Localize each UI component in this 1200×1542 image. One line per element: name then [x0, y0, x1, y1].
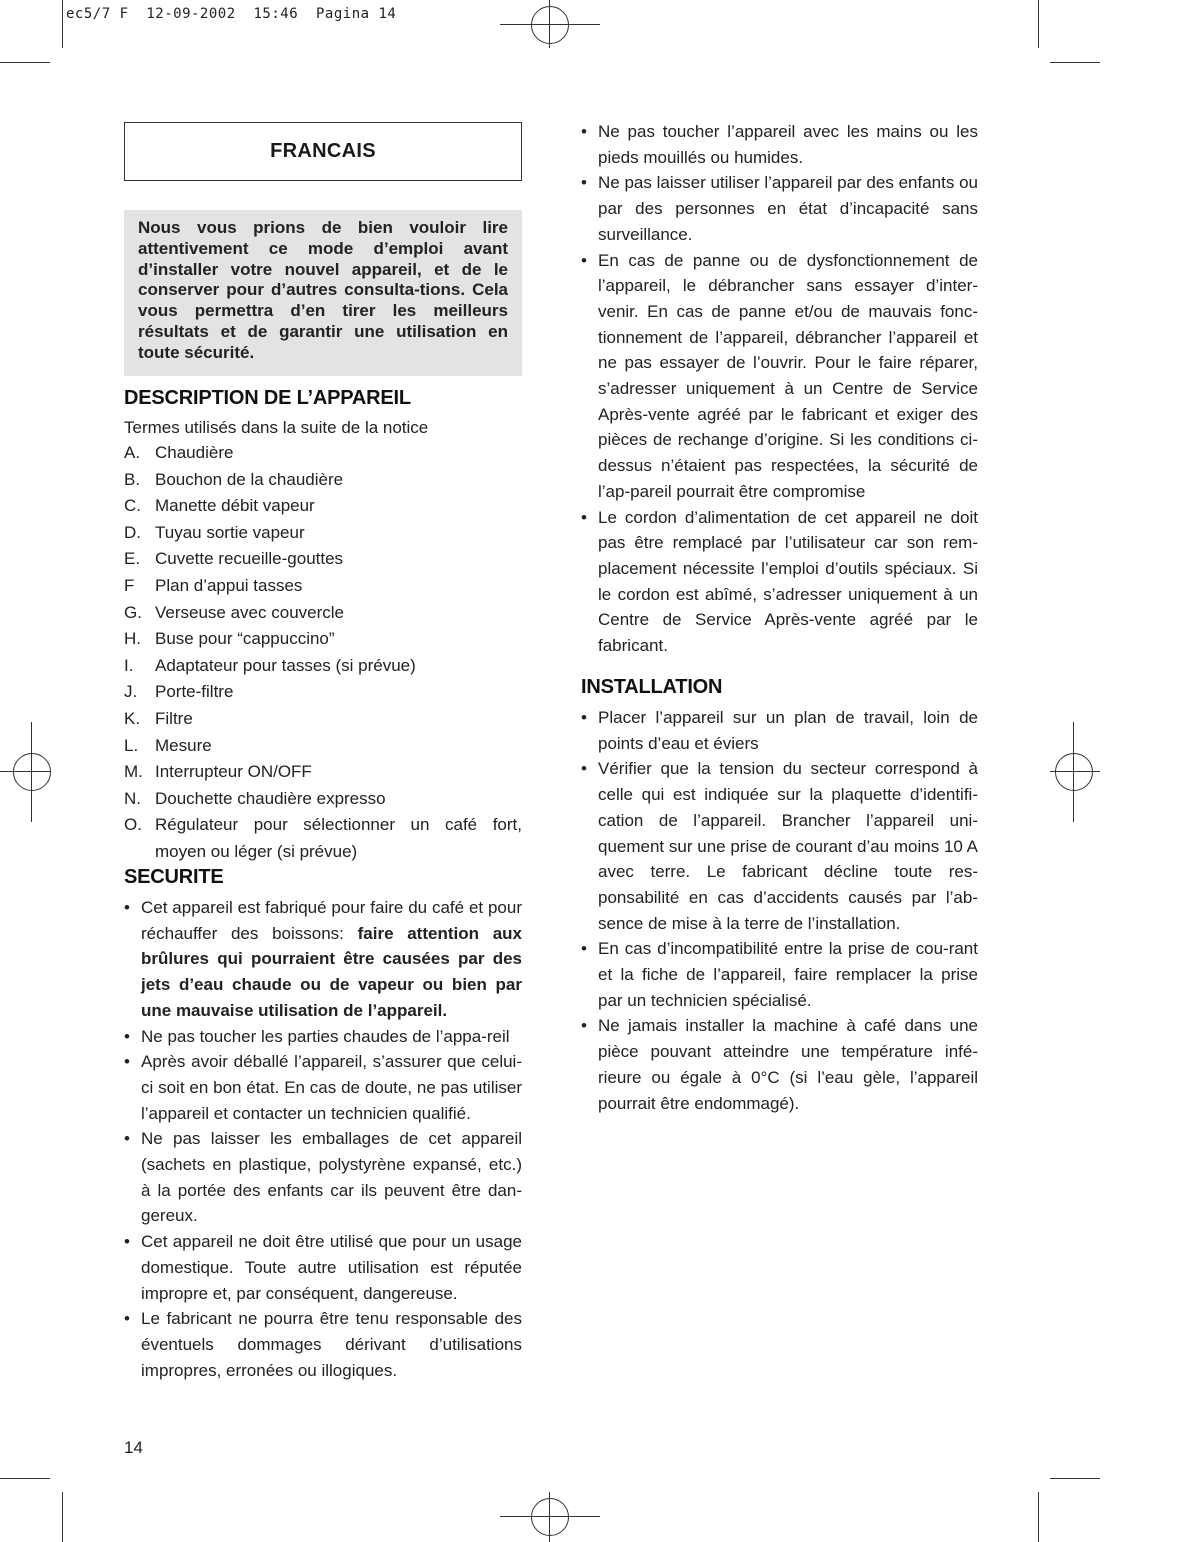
list-item [124, 467, 522, 494]
bullet-text: En cas de panne ou de dysfonctionnement de l’appareil, le débrancher sans essayer d’inter-venir. En cas de panne et/ou de mauvais fonc-tionnement de l’appareil, débrancher l’appareil et ne pas essayer de l’ouvrir. Pour le faire réparer, s’adresser uniquement à un Centre de Service Après-vente agréé par le fabricant et exiger des pièces de rechange d’origine. Si les conditions ci-dessus n’étaient pas respectées, la sécurité de l’ap-pareil pourrait être compromise [598, 250, 978, 501]
list-item: • Ne pas laisser les emballages de cet appareil (sachets en plastique, polystyrène expansé, etc.) à la portée des enfants car ils peuvent être dan-gereux. [124, 1126, 522, 1229]
list-item: • Ne pas laisser utiliser l’appareil par des enfants ou par des personnes en état d’incapacité sans surveillance. [581, 170, 978, 247]
securite-heading: SECURITE [124, 866, 224, 888]
bullet-text: Cet appareil est fabriqué pour faire du café et pour réchauffer des boissons: [141, 898, 522, 943]
list-item: • Ne jamais installer la machine à café dans une pièce pouvant atteindre une température infé-rieure ou égale à 0°C (si l’eau gèle, l’appareil pourrait être endommagé). [581, 1013, 978, 1116]
bullet-warning: faire attention aux brûlures qui pourraient être causées par des jets d’eau chaude ou de vapeur ou bien par une mauvaise utilisation de l’appareil. [141, 923, 523, 1020]
item-letter: C. [124, 496, 141, 516]
bullet-text: Ne pas toucher les parties chaudes de l’appa-reil [141, 1026, 510, 1046]
list-item [124, 600, 522, 627]
bullet-text: Ne pas toucher l’appareil avec les mains ou les pieds mouillés ou humides. [598, 122, 978, 167]
list-item [124, 493, 522, 520]
list-item [124, 440, 522, 467]
list-item: • Cet appareil est fabriqué pour faire du café et pour réchauffer des boissons: faire attention aux brûlures qui pourraient être causées par des jets d’eau chaude ou de vapeur ou bien par une mauvaise utilisation de l’appareil. [124, 898, 523, 1020]
bullet-text: Ne jamais installer la machine à café dans une pièce pouvant atteindre une température infé-rieure ou égale à 0°C (si l’eau gèle, l’appareil pourrait être endommagé). [598, 1016, 978, 1113]
list-item [124, 653, 522, 680]
item-text: Chaudière [155, 443, 234, 462]
item-letter: J. [124, 682, 138, 702]
intro-note: Nous vous prions de bien vouloir lire attentivement ce mode d’emploi avant d’installer votre nouvel appareil, et de le conserver pour d’autres consulta-tions. Cela vous permettra d’en tirer les meilleurs résultats et de garantir une utilisation en toute sécurité. [124, 210, 522, 376]
item-text: Interrupteur ON/OFF [155, 762, 312, 782]
item-text: Manette débit vapeur [155, 496, 315, 516]
item-letter: B. [124, 469, 141, 489]
language-label-text: FRANCAIS [270, 140, 376, 162]
item-letter: K. [124, 708, 141, 728]
list-item: • En cas de panne ou de dysfonctionnement de l’appareil, le débrancher sans essayer d’inter-venir. En cas de panne et/ou de mauvais fonc-tionnement de l’appareil, débrancher l’appareil et ne pas essayer de l’ouvrir. Pour le faire réparer, s’adresser uniquement à un Centre de Service Après-vente agréé par le fabricant et exiger des pièces de rechange d’origine. Si les conditions ci-dessus n’étaient pas respectées, la sécurité de l’ap-pareil pourrait être compromise [581, 248, 978, 505]
item-letter: O. [124, 815, 142, 835]
list-item [124, 573, 522, 600]
list-item: • Placer l’appareil sur un plan de travail, loin de points d’eau et éviers [581, 705, 978, 756]
item-letter: N. [124, 788, 141, 808]
bullet-text: Cet appareil ne doit être utilisé que pour un usage domestique. Toute autre utilisation est réputée impropre et, par conséquent, dangereuse. [141, 1232, 522, 1303]
list-item [124, 546, 522, 573]
item-letter: D. [124, 522, 141, 542]
securite-list-continued [581, 119, 978, 659]
item-text: Plan d’appui tasses [155, 575, 303, 595]
item-text: Tuyau sortie vapeur [155, 522, 305, 542]
description-subtitle: Termes utilisés dans la suite de la notice [124, 418, 429, 437]
list-item [124, 786, 522, 813]
installation-heading: INSTALLATION [581, 676, 723, 698]
list-item: • Le cordon d’alimentation de cet appareil ne doit pas être remplacé par l’utilisateur car son rem-placement nécessite l’emploi d’outils spéciaux. Si le cordon est abîmé, s’adresser uniquement à un Centre de Service Après-vente agréé par le fabricant. [581, 505, 978, 659]
item-letter: G. [124, 602, 142, 622]
list-item: • Après avoir déballé l’appareil, s’assurer que celui-ci soit en bon état. En cas de doute, ne pas utiliser l’appareil et contacter un technicien qualifié. [124, 1049, 522, 1126]
bullet-text: Le cordon d’alimentation de cet appareil ne doit pas être remplacé par l’utilisateur car son rem-placement nécessite l’emploi d’outils spéciaux. Si le cordon est abîmé, s’adresser uniquement à un Centre de Service Après-vente agréé par le fabricant. [598, 507, 978, 656]
bullet-text: En cas d’incompatibilité entre la prise de cou-rant et la fiche de l’appareil, faire remplacer la prise par un technicien spécialisé. [598, 939, 978, 1010]
list-item [124, 733, 522, 760]
description-heading: DESCRIPTION DE L’APPAREIL [124, 387, 411, 409]
item-text: Buse pour “cappuccino” [155, 629, 335, 649]
item-letter: H. [124, 629, 141, 649]
item-letter: M. [124, 762, 143, 782]
parts-list [124, 440, 522, 866]
page-number: 14 [124, 1438, 143, 1457]
item-text: Filtre [155, 708, 193, 728]
list-item [124, 812, 522, 865]
item-text: Cuvette recueille-gouttes [155, 549, 344, 569]
list-item: • Le fabricant ne pourra être tenu responsable des éventuels dommages dérivant d’utilisations impropres, erronées ou illogiques. [124, 1306, 522, 1383]
item-text: Douchette chaudière expresso [155, 788, 386, 808]
item-text: Régulateur pour sélectionner un café fort, moyen ou léger (si prévue) [155, 815, 522, 861]
bullet-text: Ne pas laisser utiliser l’appareil par des enfants ou par des personnes en état d’incapacité sans surveillance. [598, 173, 978, 244]
item-letter: E. [124, 549, 141, 569]
list-item [124, 520, 522, 547]
list-item [124, 706, 522, 733]
item-text: Porte-filtre [155, 682, 234, 702]
item-text: Mesure [155, 735, 212, 755]
installation-list [581, 705, 978, 1116]
item-text: Verseuse avec couvercle [155, 602, 344, 622]
item-letter: F [124, 575, 135, 595]
securite-list [124, 895, 522, 1383]
list-item [124, 759, 522, 786]
bullet-text: Ne pas laisser les emballages de cet appareil (sachets en plastique, polystyrène expansé, etc.) à la portée des enfants car ils peuvent être dan-gereux. [141, 1129, 522, 1226]
language-label [124, 122, 522, 181]
print-slug: ec5/7 F 12-09-2002 15:46 Pagina 14 [66, 6, 397, 22]
item-text: Bouchon de la chaudière [155, 469, 344, 489]
item-letter: A. [124, 443, 141, 462]
list-item [124, 626, 522, 653]
item-letter: I. [124, 655, 134, 675]
list-item: • Vérifier que la tension du secteur correspond à celle qui est indiquée sur la plaquette d’identifi-cation de l’appareil. Brancher l’appareil uni-quement sur une prise de courant d’au moins 10 A avec terre. Le fabricant décline toute res-ponsabilité en cas d’accidents causés par l’ab-sence de mise à la terre de l’installation. [581, 756, 978, 936]
bullet-text: Placer l’appareil sur un plan de travail, loin de points d’eau et éviers [598, 708, 978, 753]
list-item: • Ne pas toucher les parties chaudes de l’appa-reil [124, 1024, 522, 1050]
bullet-text: Vérifier que la tension du secteur correspond à celle qui est indiquée sur la plaquette d’identifi-cation de l’appareil. Brancher l’appareil uni-quement sur une prise de courant d’au moins 10 A avec terre. Le fabricant décline toute res-ponsabilité en cas d’accidents causés par l’ab-sence de mise à la terre de l’installation. [598, 759, 978, 933]
list-item: • Cet appareil ne doit être utilisé que pour un usage domestique. Toute autre utilisation est réputée impropre et, par conséquent, dangereuse. [124, 1229, 522, 1306]
bullet-text: Le fabricant ne pourra être tenu responsable des éventuels dommages dérivant d’utilisations impropres, erronées ou illogiques. [141, 1309, 522, 1380]
list-item: • Ne pas toucher l’appareil avec les mains ou les pieds mouillés ou humides. [581, 119, 978, 170]
list-item [124, 679, 522, 706]
item-letter: L. [124, 735, 139, 755]
item-text: Adaptateur pour tasses (si prévue) [155, 655, 416, 675]
list-item: • En cas d’incompatibilité entre la prise de cou-rant et la fiche de l’appareil, faire remplacer la prise par un technicien spécialisé. [581, 936, 978, 1013]
bullet-text: Après avoir déballé l’appareil, s’assurer que celui-ci soit en bon état. En cas de doute, ne pas utiliser l’appareil et contacter un technicien qualifié. [141, 1052, 522, 1123]
